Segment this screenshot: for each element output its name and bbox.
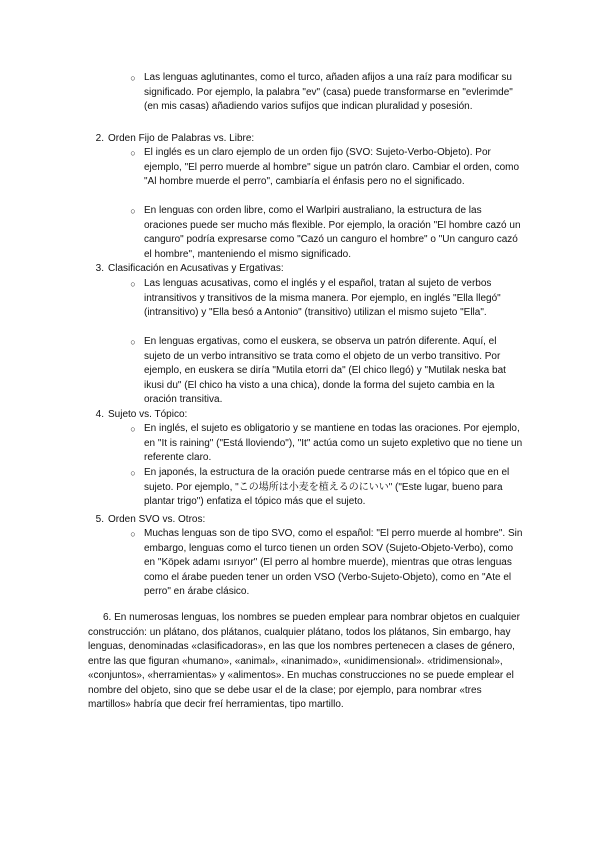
list-bullet: ○: [130, 206, 136, 216]
list-heading: Orden Fijo de Palabras vs. Libre:: [108, 133, 255, 144]
list-bullet: ○: [130, 337, 136, 347]
list-subitem: Muchas lenguas son de tipo SVO, como el español: "El perro muerde al hombre". Sin embargo, lenguas como el turco tienen un orden SOV (Sujeto-Objeto-Verbo), como en "Köpek adamı ısırıyor" (El perro al hombre muerde), mientras que otras lenguas como el árabe pueden tener un orden VSO (Verbo-Sujeto-Objeto), como en "Ate el perro" en árabe clásico.: [144, 528, 523, 597]
list-bullet: ○: [130, 279, 136, 289]
list-subitem: El inglés es un claro ejemplo de un orden fijo (SVO: Sujeto-Verbo-Objeto). Por ejemplo, "El perro muerde al hombre" sigue un patrón claro. Cambiar el orden, como "Al hombre muerde el perro", cambiaría el énfasis pero no el significado.: [144, 147, 520, 187]
list-bullet: ○: [130, 73, 136, 83]
list-subitem: Las lenguas acusativas, como el inglés y el español, tratan al sujeto de verbos intransitivos y transitivos de la misma manera. Por ejemplo, en inglés "Ella llegó" (intransitivo) y "Ella besó a Antonio" (transitivo) utilizan el mismo sujeto "Ella".: [144, 278, 501, 318]
list-subitem: En japonés, la estructura de la oración puede centrarse más en el tópico que en el sujeto. Por ejemplo, "この場所は小麦を植えるのにいい" ("Este lugar, bueno para plantar trigo") enfatiza el tópico más que el sujeto.: [144, 467, 510, 507]
list-bullet: ○: [130, 529, 136, 539]
list-number: 5.: [95, 514, 104, 525]
list-number: 4.: [95, 409, 104, 420]
list-number: 3.: [95, 263, 104, 274]
list-subitem: En lenguas ergativas, como el euskera, se observa un patrón diferente. Aquí, el sujeto de un verbo intransitivo se trata como el objeto de un verbo transitivo. Por ejemplo, en euskera se diría "Mutila etorri da" (El chico llegó) y "Mutilak neska bat ikusi du" (El chico ha visto a una chica), donde la forma del sujeto cambia en la oración transitiva.: [144, 336, 506, 405]
list-bullet: ○: [130, 424, 136, 434]
list-subitem: Las lenguas aglutinantes, como el turco, añaden afijos a una raíz para modificar su significado. Por ejemplo, la palabra "ev" (casa) puede transformarse en "evlerimde" (en mis casas) añadiendo varios sufijos que indican pluralidad y posesión.: [144, 72, 513, 112]
list-subitem: En lenguas con orden libre, como el Warlpiri australiano, la estructura de las oraciones puede ser mucho más flexible. Por ejemplo, la oración "El hombre cazó un canguro" podría expresarse como "Cazó un canguro el hombre" o "Un canguro cazó el hombre", manteniendo el mismo significado.: [144, 205, 521, 260]
list-heading: Sujeto vs. Tópico:: [108, 409, 188, 420]
list-bullet: ○: [130, 468, 136, 478]
body-paragraph: 6. En numerosas lenguas, los nombres se pueden emplear para nombrar objetos en cualquier construcción: un plátano, dos plátanos, cualquier plátano, todos los plátanos, Sin embargo, hay lenguas, denominadas «clasificadoras», en las que los nombres pertenecen a clases de género, entre las que figuran «humano», «animal», «inanimado», «unidimensional». «tridimensional», «conjuntos», «herramientas» y «alimentos». En muchas construcciones no se puede emplear el nombre del objeto, sino que se debe usar el de la clase; por ejemplo, para nombrar «tres martillos» habría que decir freí herramientas, tipo martillo.: [88, 612, 520, 710]
list-heading: Clasificación en Acusativas y Ergativas:: [108, 263, 284, 274]
list-bullet: ○: [130, 148, 136, 158]
list-number: 2.: [95, 133, 104, 144]
list-heading: Orden SVO vs. Otros:: [108, 514, 206, 525]
list-subitem: En inglés, el sujeto es obligatorio y se mantiene en todas las oraciones. Por ejemplo, en "It is raining" ("Está lloviendo"), "It" actúa como un sujeto expletivo que no tiene un referente claro.: [144, 423, 523, 463]
